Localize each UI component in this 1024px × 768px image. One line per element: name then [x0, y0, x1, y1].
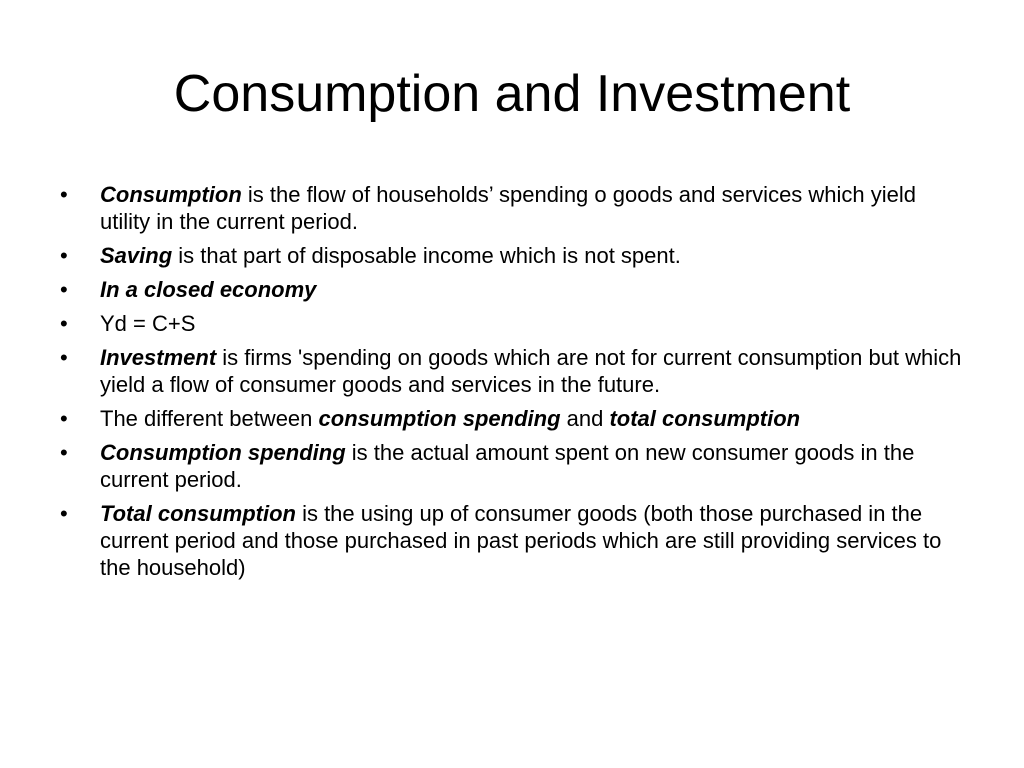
- bullet-marker: •: [60, 406, 68, 431]
- bullet-marker: •: [60, 311, 68, 336]
- bullet-marker: •: [60, 501, 68, 526]
- bullet-consumption: [60, 181, 970, 235]
- bullet-marker: •: [60, 182, 68, 207]
- bullet-text-mid: and: [560, 406, 610, 431]
- bullet-marker: •: [60, 345, 68, 370]
- bullet-consumption-spending: [60, 439, 970, 493]
- bullet-total-consumption: [60, 500, 970, 581]
- term-saving: Saving: [100, 243, 173, 268]
- term-consumption-spending-def: Consumption spending: [100, 440, 346, 465]
- bullet-marker: •: [60, 440, 68, 465]
- term-total-consumption-def: Total consumption: [100, 501, 296, 526]
- term-consumption: Consumption: [100, 182, 242, 207]
- bullet-text-pre: The different between: [100, 406, 319, 431]
- bullet-equation: [60, 310, 970, 337]
- bullet-text: is that part of disposable income which is not spent.: [172, 243, 681, 268]
- equation-text: Yd = C+S: [100, 311, 196, 336]
- bullet-text: is firms 'spending on goods which are not for current consumption but which yield a flow of consumer goods and services in the future.: [100, 345, 962, 397]
- bullet-difference: [60, 405, 970, 432]
- term-closed-economy: In a closed economy: [100, 277, 317, 302]
- term-consumption-spending: consumption spending: [318, 406, 561, 431]
- slide-title: Consumption and Investment: [173, 65, 851, 123]
- bullet-list: [60, 181, 970, 588]
- bullet-saving: [60, 242, 970, 269]
- bullet-text: is the actual amount spent on new consumer goods in the current period.: [100, 440, 915, 492]
- bullet-closed-economy: [60, 276, 970, 303]
- bullet-marker: •: [60, 243, 68, 268]
- bullet-marker: •: [60, 277, 68, 302]
- bullet-investment: [60, 344, 970, 398]
- term-total-consumption: total consumption: [609, 406, 801, 431]
- bullet-text: is the flow of households’ spending o goods and services which yield utility in the current period.: [100, 182, 917, 234]
- bullet-text: is the using up of consumer goods (both those purchased in the current period and those purchased in past periods which are still providing services to the household): [100, 501, 942, 580]
- term-investment: Investment: [100, 345, 217, 370]
